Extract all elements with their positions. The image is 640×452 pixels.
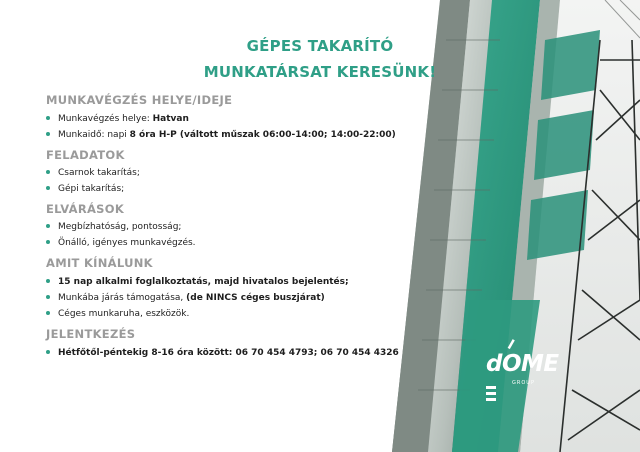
list-item: 15 nap alkalmi foglalkoztatás, majd hivatalos bejelentés; [46, 277, 349, 287]
list-item: Munkaidő: napi 8 óra H-P (váltott műszak 06:00-14:00; 14:00-22:00) [46, 130, 396, 140]
company-logo: dOME [486, 351, 559, 377]
bullet-icon [46, 295, 50, 299]
list-item: Munkába járás támogatása, (de NINCS céges buszjárat) [46, 293, 325, 303]
list-item: Hétfőtől-péntekig 8-16 óra között: 06 70 454 4793; 06 70 454 4326 [46, 348, 399, 358]
section-heading: MUNKAVÉGZÉS HELYE/IDEJE [46, 93, 233, 107]
bullet-icon [46, 186, 50, 190]
section-heading: AMIT KÍNÁLUNK [46, 256, 153, 270]
list-item: Gépi takarítás; [46, 184, 124, 194]
bullet-icon [46, 170, 50, 174]
list-item: Csarnok takarítás; [46, 168, 140, 178]
list-item: Megbízhatóság, pontosság; [46, 222, 181, 232]
section-heading: ELVÁRÁSOK [46, 202, 125, 216]
bullet-icon [46, 224, 50, 228]
title-line-1: GÉPES TAKARÍTÓ [246, 37, 394, 55]
bullet-icon [46, 240, 50, 244]
bullet-icon [46, 116, 50, 120]
section-heading: JELENTKEZÉS [46, 327, 136, 341]
bullet-icon [46, 132, 50, 136]
title-line-2: MUNKATÁRSAT KERESÜNK! [203, 63, 437, 81]
list-item: Munkavégzés helye: Hatvan [46, 114, 189, 124]
bullet-icon [46, 311, 50, 315]
company-logo-sub: GROUP [512, 380, 535, 386]
section-heading: FELADATOK [46, 148, 125, 162]
bullet-icon [46, 350, 50, 354]
bullet-icon [46, 279, 50, 283]
list-item: Céges munkaruha, eszközök. [46, 309, 189, 319]
list-item: Önálló, igényes munkavégzés. [46, 238, 196, 248]
